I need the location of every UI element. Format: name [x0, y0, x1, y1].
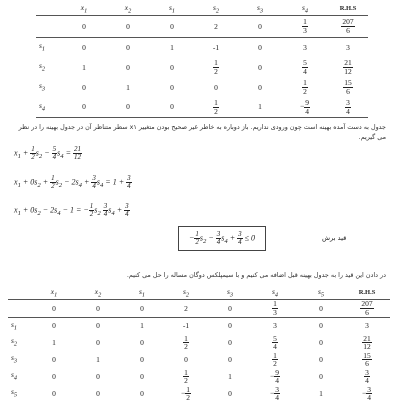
table-cell: 0	[52, 372, 56, 381]
table-cell: $\frac{1}{3}$	[252, 299, 298, 317]
table-cell: $\frac{5}{4}$	[273, 333, 277, 352]
table-cell: 3	[273, 321, 277, 331]
table-cell: 0	[96, 389, 100, 398]
table-row	[8, 334, 390, 351]
table-cell: $\frac{1}{3}$	[282, 15, 328, 37]
table-cell: $\frac{1}{2}$	[214, 58, 218, 76]
table-cell: $\frac{207}{6}$	[344, 299, 390, 317]
table-cell: 0	[228, 355, 232, 364]
table-cell: 1	[126, 82, 130, 92]
row-label: $s_5$	[11, 387, 18, 399]
table-cell: 0	[140, 389, 144, 398]
table-cell: 1	[228, 372, 232, 381]
table-cell: $\frac{207}{6}$	[328, 15, 368, 37]
table-cell: 3	[365, 321, 369, 331]
row-label: $s_3$	[11, 353, 18, 365]
table-cell: 2	[164, 299, 208, 317]
table-cell: 1	[238, 97, 282, 117]
table-row	[36, 97, 368, 117]
table-cell: 1	[140, 321, 144, 331]
simplex-table-1	[36, 4, 368, 118]
row-label: $s_1$	[39, 41, 46, 53]
table-cell: 0	[106, 97, 150, 117]
table-row	[8, 368, 390, 385]
equation-2: $x_1 + 0s_2$ + $\frac{1}{2}$ $s_2 - 2s_4$ + $\frac{3}{4}$ $s_4 = 1$ + $\frac{3}{4}$	[14, 174, 131, 190]
explanation-paragraph-2: در دادن این قید را به جدول بهینه قبل اضافه می کنیم و با سیمپلکس دوگان مساله را حل می کنیم.	[126, 271, 386, 279]
header-cell: $x_2$	[76, 288, 120, 299]
table-cell: − $\frac{1}{2}$	[181, 384, 190, 402]
table-cell: 0	[32, 299, 76, 317]
table-cell: − $\frac{9}{4}$	[270, 367, 279, 386]
header-cell: $s_4$	[252, 288, 298, 299]
table-cell: 0	[82, 82, 86, 92]
table-cell: 0	[140, 355, 144, 364]
row-label: $s_3$	[39, 80, 46, 93]
table-cell: 0	[150, 15, 194, 37]
table-cell: 0	[120, 299, 164, 317]
table-cell: $\frac{1}{2}$	[194, 97, 238, 117]
table-cell: 0	[126, 62, 130, 72]
objective-row	[8, 299, 390, 317]
objective-row	[36, 15, 368, 37]
table-cell: -1	[212, 42, 220, 52]
row-label: $s_2$	[39, 60, 46, 73]
table-cell: 0	[150, 97, 194, 117]
table-header-row	[36, 4, 368, 15]
header-cell: $s_5$	[298, 288, 344, 299]
table-cell: 0	[96, 321, 100, 331]
cut-label: قید برش	[322, 234, 347, 242]
equation-3: $x_1 + 0s_2 - 2s_4 - 1$ = − $\frac{1}{2}$ $s_2$ $\frac{3}{4}$ $s_4$ + $\frac{3}{4}$	[14, 202, 129, 218]
table-cell: 0	[228, 321, 232, 331]
table-cell	[8, 299, 32, 317]
table-cell: 2	[194, 15, 238, 37]
table-cell: 0	[258, 42, 262, 52]
table-cell: 0	[52, 355, 56, 364]
header-cell: $x_2$	[106, 4, 150, 15]
table-cell: 0	[228, 338, 232, 347]
table-row	[36, 37, 368, 57]
table-cell: -1	[182, 321, 190, 331]
header-cell: $s_4$	[282, 4, 328, 15]
table-cell: 0	[82, 42, 86, 52]
table-cell: $\frac{15}{6}$	[344, 78, 352, 96]
table-cell: 0	[258, 82, 262, 92]
row-label: $s_4$	[11, 370, 18, 382]
table-cell: 0	[140, 338, 144, 347]
table-row	[8, 317, 390, 334]
table-cell: $\frac{3}{4}$	[365, 367, 369, 386]
table-cell: 1	[52, 338, 56, 347]
table-cell: 0	[214, 82, 218, 92]
table-cell: 1	[319, 389, 323, 398]
table-cell: $\frac{5}{4}$	[303, 58, 307, 76]
table-cell: 0	[238, 15, 282, 37]
row-label: $s_1$	[11, 319, 18, 332]
header-cell: $x_1$	[62, 4, 106, 15]
explanation-paragraph: جدول به دست آمده بهینه است چون ورودی نداریم. باز دوباره به خاطر غیر صحیح بودن متغییر x۱ سطر متناظر آن در جدول بهینه را در نظر می گیریم.	[18, 123, 386, 141]
table-cell: $\frac{1}{2}$	[184, 367, 188, 386]
table-cell: − $\frac{3}{4}$	[362, 384, 371, 402]
header-cell: $s_2$	[194, 4, 238, 15]
header-cell: $s_2$	[164, 288, 208, 299]
table-cell: 1	[96, 355, 100, 364]
table-cell: $\frac{15}{6}$	[363, 350, 371, 369]
table-cell: − $\frac{9}{4}$	[282, 97, 328, 117]
header-cell: $s_3$	[208, 288, 252, 299]
header-cell: $s_1$	[120, 288, 164, 299]
rhs-header: R.H.S	[344, 288, 390, 299]
table-cell: 0	[52, 389, 56, 398]
table-cell: 0	[319, 355, 323, 364]
table-cell: 0	[96, 372, 100, 381]
table-cell: $\frac{3}{4}$	[328, 97, 368, 117]
table-cell: 0	[208, 299, 252, 317]
header-cell: $s_3$	[238, 4, 282, 15]
row-label: $s_2$	[11, 336, 18, 348]
table-cell: 0	[319, 372, 323, 381]
table-cell: 1	[82, 62, 86, 72]
table-cell: 0	[319, 321, 323, 331]
table-cell: 3	[346, 42, 350, 52]
table-cell: 0	[52, 321, 56, 331]
table-cell: 0	[170, 62, 174, 72]
cut-constraint-box: − $\frac{1}{2}$ $s_2$ − $\frac{3}{4}$ $s_4$ + $\frac{3}{4}$ ≤ 0	[178, 226, 266, 251]
table-cell: $\frac{1}{2}$	[184, 333, 188, 352]
table-cell: 1	[170, 42, 174, 52]
simplex-table-2	[8, 288, 390, 402]
rhs-header: R.H.S	[328, 4, 368, 15]
table-cell	[36, 15, 62, 37]
table-cell: 3	[303, 42, 307, 52]
table-cell: 0	[106, 15, 150, 37]
table-cell: $\frac{21}{12}$	[344, 58, 352, 76]
equation-1: $x_1$ + $\frac{1}{2}$ $s_2$ − $\frac{5}{4}$ $s_4$ = $\frac{21}{12}$	[14, 145, 82, 161]
header-cell: $x_1$	[32, 288, 76, 299]
table-cell: 0	[96, 338, 100, 347]
table-cell: 0	[298, 299, 344, 317]
table-cell: 0	[76, 299, 120, 317]
table-cell: $\frac{1}{2}$	[303, 78, 307, 96]
table-header-row	[8, 288, 390, 299]
table-cell: 0	[126, 42, 130, 52]
table-cell: 0	[319, 338, 323, 347]
table-row	[36, 77, 368, 97]
table-row	[8, 385, 390, 402]
table-cell: 0	[170, 82, 174, 92]
table-cell: 0	[62, 97, 106, 117]
table-row	[36, 57, 368, 77]
table-cell: $\frac{21}{12}$	[363, 333, 371, 352]
header-cell	[8, 288, 32, 299]
table-cell: 0	[258, 62, 262, 72]
table-cell: $\frac{1}{2}$	[273, 350, 277, 369]
header-cell: $s_1$	[150, 4, 194, 15]
table-cell: 0	[140, 372, 144, 381]
table-cell: 0	[62, 15, 106, 37]
table-row	[8, 351, 390, 368]
table-cell: − $\frac{3}{4}$	[270, 384, 279, 402]
row-label: $s_4$	[36, 97, 62, 117]
header-cell	[36, 4, 62, 15]
table-cell: 0	[228, 389, 232, 398]
table-cell: 0	[184, 355, 188, 364]
